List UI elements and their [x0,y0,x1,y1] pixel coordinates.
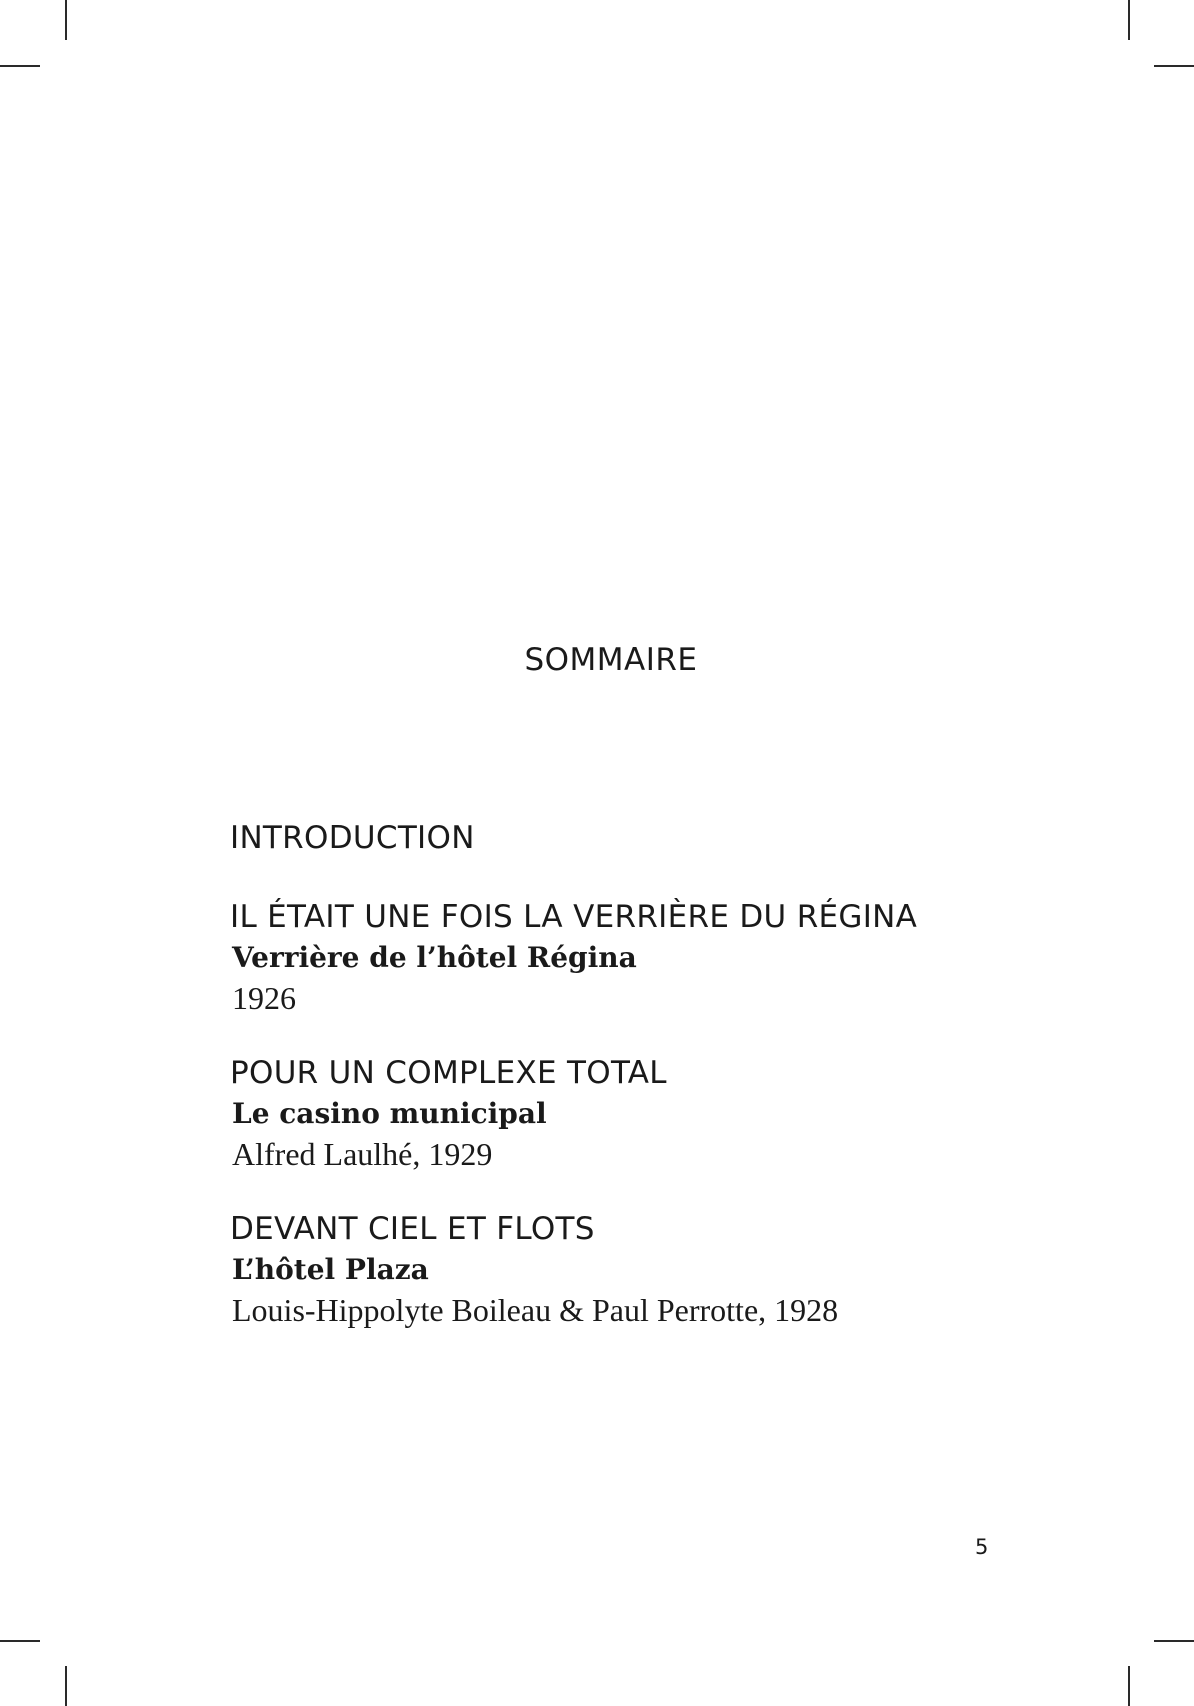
crop-mark-bottom-right-horizontal [1154,1640,1194,1642]
crop-mark-top-right-vertical [1128,0,1130,40]
toc-heading: IL ÉTAIT UNE FOIS LA VERRIÈRE DU RÉGINA [230,899,918,935]
crop-mark-bottom-right-vertical [1128,1666,1130,1706]
toc-heading: DEVANT CIEL ET FLOTS [230,1211,595,1247]
toc-entry-ciel-et-flots [230,1208,1110,1330]
toc-heading: INTRODUCTION [230,820,475,856]
toc-heading: POUR UN COMPLEXE TOTAL [230,1055,667,1091]
table-of-contents [230,817,1110,1364]
toc-entry-verriere-regina [230,896,1110,1018]
crop-mark-top-left-horizontal [0,65,40,67]
page-number: 5 [975,1535,989,1559]
crop-mark-bottom-left-horizontal [0,1640,40,1642]
toc-detail: Louis-Hippolyte Boileau & Paul Perrotte, 1928 [232,1292,839,1328]
toc-subtitle: L’hôtel Plaza [232,1253,429,1286]
crop-mark-top-right-horizontal [1154,65,1194,67]
toc-subtitle: Verrière de l’hôtel Régina [232,941,637,974]
toc-detail: Alfred Laulhé, 1929 [232,1136,493,1172]
page-title: SOMMAIRE [524,642,698,678]
toc-subtitle: Le casino municipal [232,1097,547,1130]
toc-entry-complexe-total [230,1052,1110,1174]
toc-detail: 1926 [232,980,296,1016]
toc-entry-introduction [230,817,1110,859]
crop-mark-top-left-vertical [65,0,67,40]
crop-mark-bottom-left-vertical [65,1666,67,1706]
